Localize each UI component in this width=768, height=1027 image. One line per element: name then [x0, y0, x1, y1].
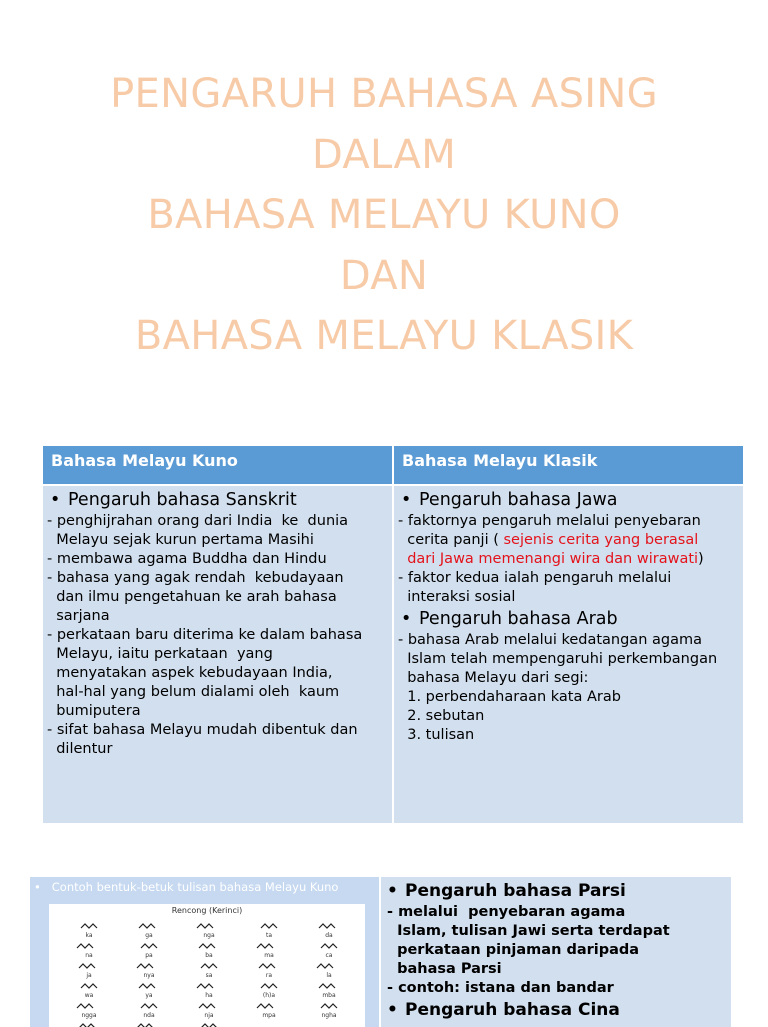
glyph-label: mba: [322, 992, 336, 999]
glyph-label: la: [326, 972, 332, 979]
script-glyph: [81, 984, 97, 988]
text-line: perkataan pinjaman daripada: [387, 942, 640, 958]
text-line: - contoh: istana dan bandar: [387, 980, 614, 996]
text-line: sarjana: [47, 608, 110, 624]
script-glyph: [79, 964, 95, 968]
highlight-text: dari Jawa memenangi wira dan wirawati: [398, 551, 699, 567]
script-glyph: [257, 944, 273, 948]
text-line: bumiputera: [47, 703, 141, 719]
bullet-label: Pengaruh bahasa Sanskrit: [68, 490, 297, 510]
text-line: menyatakan aspek kebudayaan India,: [47, 665, 333, 681]
text-line: 1. perbendaharaan kata Arab: [398, 689, 621, 705]
text-line: bahasa Parsi: [387, 961, 502, 977]
text-line: - bahasa yang agak rendah kebudayaan: [47, 570, 344, 586]
text-line: hal-hal yang belum dialami oleh kaum: [47, 684, 340, 700]
text-line: - faktornya pengaruh melalui penyebaran: [398, 513, 701, 529]
script-glyph: [141, 1004, 157, 1008]
script-glyph: [139, 984, 155, 988]
glyph-label: ngga: [81, 1012, 97, 1019]
script-glyph: [319, 924, 335, 928]
influence-panel: [381, 877, 731, 1027]
script-glyph: [77, 944, 93, 948]
glyph-label: ba: [205, 952, 213, 959]
text-line: [398, 550, 737, 569]
slide-title: [0, 64, 768, 367]
glyph-label: wa: [84, 992, 94, 999]
header-melayu-klasik: Bahasa Melayu Klasik: [394, 446, 743, 484]
text-line: - faktor kedua ialah pengaruh melalui: [398, 570, 672, 586]
script-glyph: [141, 944, 157, 948]
header-melayu-kuno: Bahasa Melayu Kuno: [43, 446, 392, 484]
glyph-label: ja: [86, 972, 92, 979]
text-line: [398, 531, 737, 550]
highlight-text: sejenis cerita yang berasal: [503, 532, 699, 548]
text-line: Melayu, iaitu perkataan yang: [47, 646, 273, 662]
script-glyph: [257, 1004, 273, 1008]
sample-caption: • Contoh bentuk-betuk tulisan bahasa Melayu Kuno: [34, 880, 339, 894]
glyph-label: ha: [205, 992, 213, 999]
text-line: Islam, tulisan Jawi serta terdapat: [387, 923, 670, 939]
text-line: dan ilmu pengetahuan ke arah bahasa: [47, 589, 337, 605]
glyph-label: ra: [265, 972, 273, 979]
glyph-label: pa: [145, 952, 153, 959]
bullet-label: Pengaruh bahasa Jawa: [419, 490, 618, 510]
script-glyph-grid: [49, 904, 365, 1027]
script-glyph: [319, 984, 335, 988]
bullet-label: Pengaruh bahasa Arab: [419, 609, 618, 629]
arab-details: [398, 631, 737, 745]
glyph-label: ngha: [321, 1012, 337, 1019]
script-glyph: [321, 944, 337, 948]
script-glyph: [139, 924, 155, 928]
rencong-script-image: [49, 904, 365, 1027]
text-line: interaksi sosial: [398, 589, 516, 605]
script-glyph: [81, 924, 97, 928]
script-glyph: [137, 964, 153, 968]
script-glyph: [261, 984, 277, 988]
text-line: 3. tulisan: [398, 727, 475, 743]
glyph-label: nga: [203, 932, 215, 939]
text-span: ): [698, 551, 704, 567]
title-line: DAN: [339, 252, 429, 299]
script-glyph: [321, 1004, 337, 1008]
bullet-cina: • Pengaruh bahasa Cina: [387, 1000, 620, 1020]
text-line: - sifat bahasa Melayu mudah dibentuk dan: [47, 722, 358, 738]
glyph-label: na: [85, 952, 93, 959]
title-line: PENGARUH BAHASA ASING: [110, 71, 658, 117]
bullet-jawa: • Pengaruh bahasa Jawa: [401, 490, 618, 510]
text-line: Melayu sejak kurun pertama Masihi: [47, 532, 314, 548]
sanskrit-details: [47, 512, 386, 759]
glyph-label: ta: [265, 932, 273, 939]
glyph-label: ga: [145, 932, 153, 939]
bullet-arab: • Pengaruh bahasa Arab: [401, 609, 618, 629]
text-line: dilentur: [47, 741, 113, 757]
glyph-label: ma: [264, 952, 274, 959]
bullet-sanskrit: • Pengaruh bahasa Sanskrit: [50, 490, 297, 510]
image-title: Rencong (Kerinci): [171, 906, 243, 915]
glyph-label: sa: [205, 972, 213, 979]
glyph-label: nya: [143, 972, 155, 979]
comparison-table: [43, 446, 743, 823]
text-line: - penghijrahan orang dari India ke dunia: [47, 513, 349, 529]
script-glyph: [199, 944, 215, 948]
bullet-label: Pengaruh bahasa Cina: [405, 1000, 620, 1020]
text-line: - perkataan baru diterima ke dalam bahasa: [47, 627, 363, 643]
glyph-label: (h)a: [262, 992, 276, 999]
script-glyph: [77, 1004, 93, 1008]
script-glyph: [201, 964, 217, 968]
glyph-label: ka: [85, 932, 93, 939]
script-glyph: [261, 924, 277, 928]
text-line: - bahasa Arab melalui kedatangan agama: [398, 632, 702, 648]
text-line: bahasa Melayu dari segi:: [398, 670, 589, 686]
parsi-details: [387, 903, 725, 998]
script-glyph: [259, 964, 275, 968]
cell-melayu-klasik: [394, 486, 743, 823]
glyph-label: ca: [325, 952, 333, 959]
text-line: 2. sebutan: [398, 708, 485, 724]
title-line: BAHASA MELAYU KLASIK: [134, 313, 634, 359]
script-glyph: [197, 984, 213, 988]
script-glyph: [197, 924, 213, 928]
glyph-label: ya: [145, 992, 153, 999]
script-glyph: [199, 1004, 215, 1008]
text-line: - melalui penyebaran agama: [387, 904, 626, 920]
glyph-label: da: [325, 932, 333, 939]
script-glyph: [317, 964, 333, 968]
cell-melayu-kuno: [43, 486, 392, 823]
script-sample-panel: [30, 877, 379, 1027]
title-line: DALAM: [311, 131, 457, 178]
glyph-label: nja: [204, 1012, 214, 1019]
bullet-parsi: • Pengaruh bahasa Parsi: [387, 881, 626, 901]
glyph-label: mpa: [262, 1012, 276, 1019]
caption-text: Contoh bentuk-betuk tulisan bahasa Melayu Kuno: [51, 880, 339, 894]
text-line: Islam telah mempengaruhi perkembangan: [398, 651, 718, 667]
text-line: - membawa agama Buddha dan Hindu: [47, 551, 327, 567]
glyph-label: nda: [143, 1012, 155, 1019]
bullet-label: Pengaruh bahasa Parsi: [405, 881, 626, 901]
text-span: cerita panji (: [398, 532, 504, 548]
title-line: BAHASA MELAYU KUNO: [147, 192, 621, 238]
